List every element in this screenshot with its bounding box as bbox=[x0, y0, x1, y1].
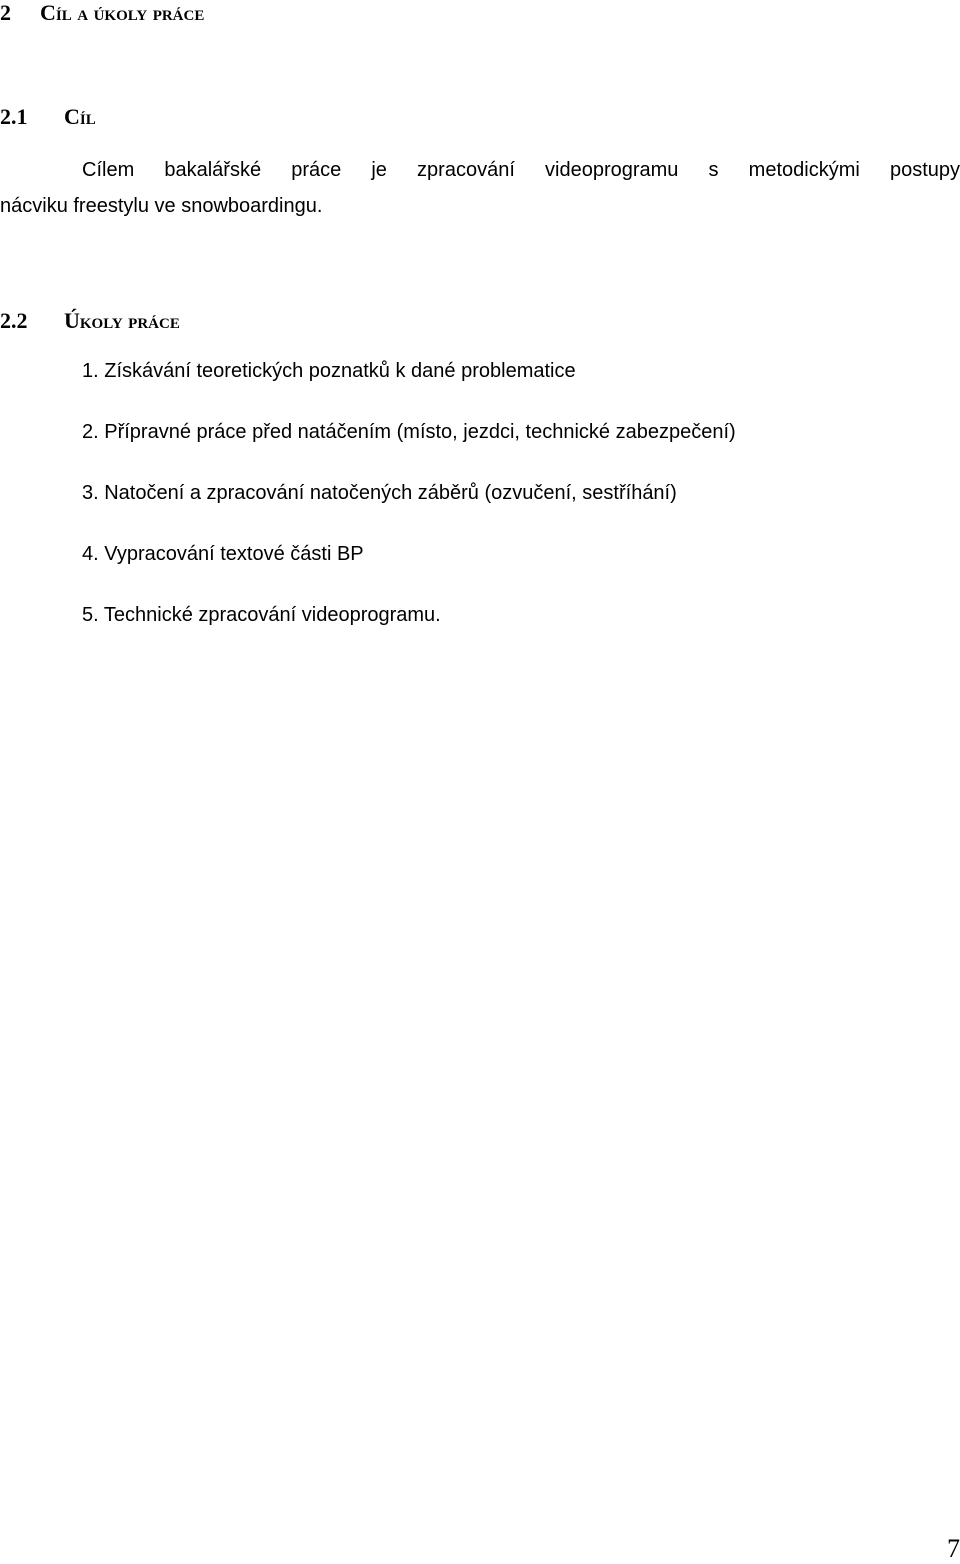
goal-paragraph-line-1: Cílem bakalářské práce je zpracování videoprogramu s metodickými postupy bbox=[82, 159, 960, 181]
section-title: Cíl bbox=[64, 104, 96, 129]
section-number: 2.1 bbox=[0, 104, 28, 129]
chapter-number: 2 bbox=[0, 0, 11, 25]
section-number: 2.2 bbox=[0, 308, 28, 333]
section-heading-goal bbox=[0, 104, 96, 130]
section-heading-tasks bbox=[0, 308, 180, 334]
page-number: 7 bbox=[947, 1534, 960, 1563]
chapter-title: Cíl a úkoly práce bbox=[40, 0, 205, 25]
task-item-4: 4. Vypracování textové části BP bbox=[82, 543, 364, 565]
task-item-1: 1. Získávání teoretických poznatků k dané problematice bbox=[82, 360, 576, 382]
section-title: Úkoly práce bbox=[64, 308, 180, 333]
goal-paragraph-line-2: nácviku freestylu ve snowboardingu. bbox=[0, 195, 323, 217]
task-item-5: 5. Technické zpracování videoprogramu. bbox=[82, 604, 441, 626]
task-item-3: 3. Natočení a zpracování natočených záběrů (ozvučení, sestříhání) bbox=[82, 482, 677, 504]
task-item-2: 2. Přípravné práce před natáčením (místo, jezdci, technické zabezpečení) bbox=[82, 421, 736, 443]
goal-paragraph bbox=[0, 152, 960, 224]
chapter-heading bbox=[0, 0, 204, 26]
